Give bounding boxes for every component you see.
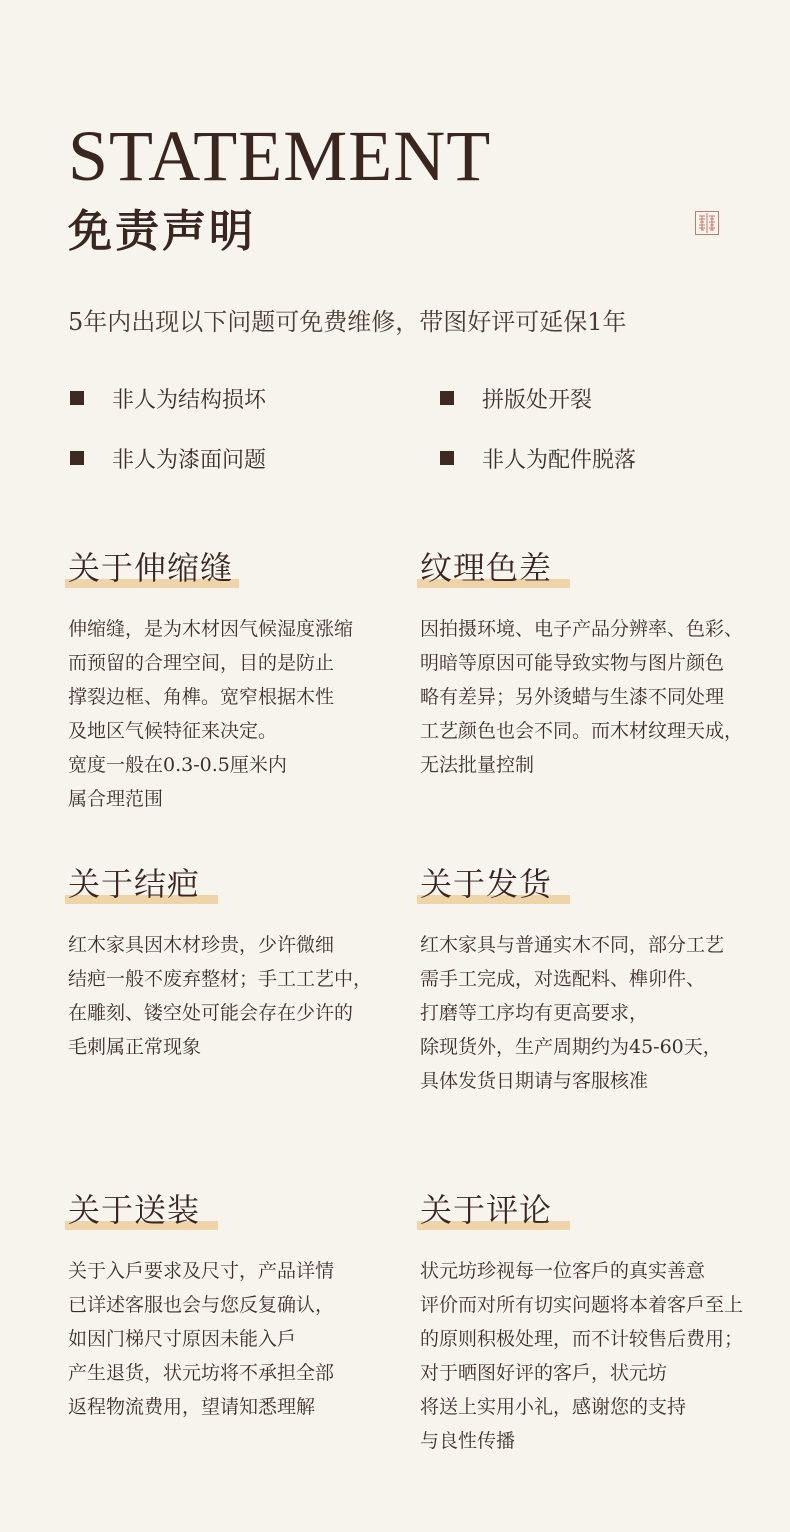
body-line: 将送上实用小礼，感谢您的支持 (420, 1396, 687, 1418)
body-line: 结疤一般不废弃整材；手工工艺中， (68, 968, 373, 990)
bullet-item (440, 443, 636, 473)
body-line: 红木家具与普通实木不同，部分工艺 (420, 934, 725, 956)
section-title: 关于结疤 (68, 865, 201, 903)
section-grain-color-difference (420, 548, 780, 782)
body-line: 红木家具因木材珍贵，少许微细 (68, 934, 335, 956)
body-line: 如因门梯尺寸原因未能入戶 (68, 1328, 297, 1350)
section-title: 关于送装 (68, 1191, 201, 1229)
bullet-label: 非人为漆面问题 (112, 447, 267, 473)
section-body (420, 1254, 780, 1458)
section-shipping (420, 864, 780, 1098)
section-title: 纹理色差 (420, 549, 553, 587)
section-expansion-joint (68, 548, 428, 816)
body-line: 毛刺属正常现象 (68, 1036, 202, 1058)
section-body (420, 612, 780, 782)
section-body (68, 1254, 428, 1424)
section-body (68, 612, 428, 816)
body-line: 具体发货日期请与客服核准 (420, 1070, 649, 1092)
section-reviews (420, 1190, 780, 1458)
bullet-label: 拼版处开裂 (482, 387, 593, 413)
section-delivery-installation (68, 1190, 428, 1424)
section-title: 关于评论 (420, 1191, 553, 1229)
warranty-notice: 5年内出现以下问题可免费维修，带图好评可延保1年 (68, 308, 627, 336)
square-bullet-icon (440, 391, 454, 405)
section-heading (68, 1190, 200, 1230)
section-title: 关于伸缩缝 (68, 549, 234, 587)
body-line: 宽度一般在0.3-0.5厘米内 (68, 754, 287, 776)
body-line: 关于入戶要求及尺寸，产品详情 (68, 1260, 335, 1282)
body-line: 打磨等工序均有更高要求， (420, 1002, 649, 1024)
square-bullet-icon (440, 451, 454, 465)
bullet-item (440, 383, 592, 413)
section-heading (420, 1190, 552, 1230)
bullet-item (70, 383, 266, 413)
body-line: 评价而对所有切实问题将本着客戶至上 (420, 1294, 744, 1316)
body-line: 属合理范围 (68, 788, 164, 810)
body-line: 返程物流费用，望请知悉理解 (68, 1396, 316, 1418)
body-line: 产生退货，状元坊将不承担全部 (68, 1362, 335, 1384)
body-line: 已详述客服也会与您反复确认， (68, 1294, 335, 1316)
section-body (420, 928, 780, 1098)
body-line: 的原则积极处理，而不计较售后费用； (420, 1328, 744, 1350)
square-bullet-icon (70, 451, 84, 465)
title-english: STATEMENT (68, 116, 492, 196)
section-heading (68, 548, 233, 588)
body-line: 状元坊珍视每一位客戶的真实善意 (420, 1260, 706, 1282)
section-body (68, 928, 428, 1064)
section-title: 关于发货 (420, 865, 553, 903)
section-heading (420, 548, 552, 588)
section-knots (68, 864, 428, 1064)
body-line: 及地区气候特征来决定。 (68, 720, 278, 742)
section-heading (68, 864, 200, 904)
title-chinese: 免责声明 (68, 206, 256, 257)
body-line: 略有差异；另外烫蜡与生漆不同处理 (420, 686, 725, 708)
bullet-label: 非人为结构损坏 (112, 387, 267, 413)
body-line: 伸缩缝，是为木材因气候湿度涨缩 (68, 618, 354, 640)
body-line: 需手工完成，对选配料、榫卯件、 (420, 968, 706, 990)
section-heading (420, 864, 552, 904)
body-line: 对于晒图好评的客戶，状元坊 (420, 1362, 668, 1384)
body-line: 因拍摄环境、电子产品分辨率、色彩、 (420, 618, 744, 640)
body-line: 在雕刻、镂空处可能会存在少许的 (68, 1002, 354, 1024)
bullet-item (70, 443, 266, 473)
seal-stamp-icon (695, 211, 719, 235)
bullet-label: 非人为配件脱落 (482, 447, 637, 473)
body-line: 而预留的合理空间，目的是防止 (68, 652, 335, 674)
body-line: 撑裂边框、角榫。宽窄根据木性 (68, 686, 335, 708)
body-line: 无法批量控制 (420, 754, 535, 776)
body-line: 除现货外，生产周期约为45-60天， (420, 1036, 722, 1058)
body-line: 工艺颜色也会不同。而木材纹理天成， (420, 720, 744, 742)
body-line: 与良性传播 (420, 1430, 516, 1452)
body-line: 明暗等原因可能导致实物与图片颜色 (420, 652, 725, 674)
square-bullet-icon (70, 391, 84, 405)
